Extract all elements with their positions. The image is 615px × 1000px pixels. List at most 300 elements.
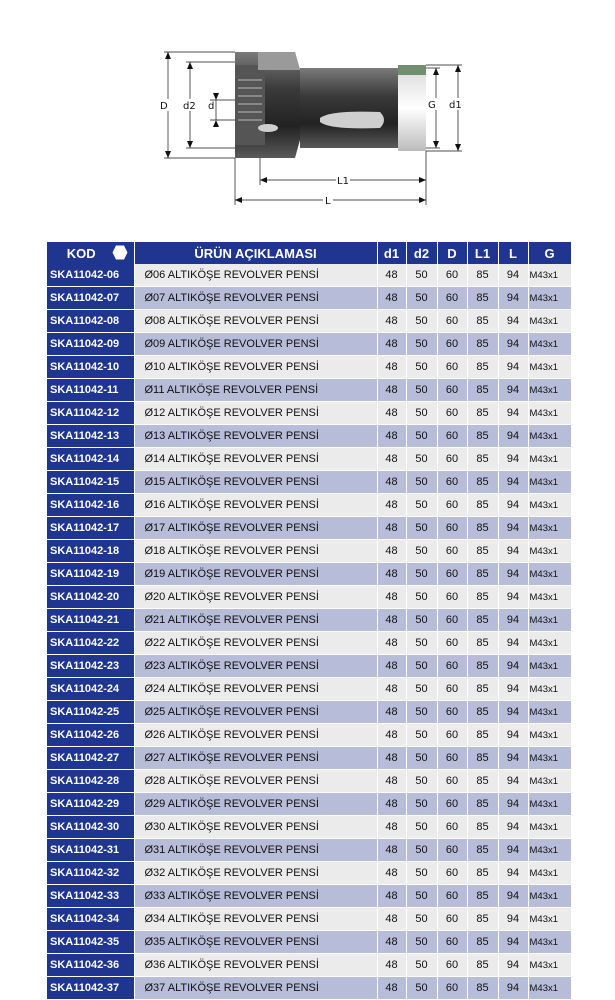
cell-desc: Ø21 ALTIKÖŞE REVOLVER PENSİ bbox=[134, 609, 377, 632]
cell-L: 94 bbox=[498, 632, 528, 655]
cell-d2: 50 bbox=[406, 287, 437, 310]
cell-D: 60 bbox=[437, 448, 467, 471]
cell-L: 94 bbox=[498, 931, 528, 954]
cell-L: 94 bbox=[498, 908, 528, 931]
cell-kod: SKA11042-35 bbox=[47, 931, 134, 954]
cell-D: 60 bbox=[437, 333, 467, 356]
table-row bbox=[47, 816, 571, 839]
cell-d2: 50 bbox=[406, 540, 437, 563]
cell-G: M43x1 bbox=[528, 448, 571, 471]
table-row bbox=[47, 908, 571, 931]
cell-D: 60 bbox=[437, 770, 467, 793]
cell-L: 94 bbox=[498, 586, 528, 609]
cell-L: 94 bbox=[498, 402, 528, 425]
cell-desc: Ø29 ALTIKÖŞE REVOLVER PENSİ bbox=[134, 793, 377, 816]
cell-desc: Ø20 ALTIKÖŞE REVOLVER PENSİ bbox=[134, 586, 377, 609]
cell-d1: 48 bbox=[377, 379, 406, 402]
cell-d1: 48 bbox=[377, 724, 406, 747]
cell-desc: Ø33 ALTIKÖŞE REVOLVER PENSİ bbox=[134, 885, 377, 908]
table-row bbox=[47, 448, 571, 471]
cell-D: 60 bbox=[437, 724, 467, 747]
cell-desc: Ø32 ALTIKÖŞE REVOLVER PENSİ bbox=[134, 862, 377, 885]
cell-desc: Ø30 ALTIKÖŞE REVOLVER PENSİ bbox=[134, 816, 377, 839]
cell-d2: 50 bbox=[406, 816, 437, 839]
cell-kod: SKA11042-23 bbox=[47, 655, 134, 678]
cell-L: 94 bbox=[498, 954, 528, 977]
cell-G: M43x1 bbox=[528, 517, 571, 540]
cell-L: 94 bbox=[498, 747, 528, 770]
cell-d1: 48 bbox=[377, 609, 406, 632]
cell-L1: 85 bbox=[467, 724, 498, 747]
cell-d2: 50 bbox=[406, 425, 437, 448]
cell-desc: Ø14 ALTIKÖŞE REVOLVER PENSİ bbox=[134, 448, 377, 471]
cell-d1: 48 bbox=[377, 310, 406, 333]
cell-d1: 48 bbox=[377, 977, 406, 1000]
cell-L1: 85 bbox=[467, 793, 498, 816]
cell-G: M43x1 bbox=[528, 310, 571, 333]
cell-d1: 48 bbox=[377, 517, 406, 540]
cell-desc: Ø28 ALTIKÖŞE REVOLVER PENSİ bbox=[134, 770, 377, 793]
cell-kod: SKA11042-12 bbox=[47, 402, 134, 425]
table-row bbox=[47, 793, 571, 816]
cell-D: 60 bbox=[437, 908, 467, 931]
cell-d2: 50 bbox=[406, 471, 437, 494]
cell-kod: SKA11042-19 bbox=[47, 563, 134, 586]
cell-desc: Ø17 ALTIKÖŞE REVOLVER PENSİ bbox=[134, 517, 377, 540]
table-row bbox=[47, 264, 571, 287]
cell-L1: 85 bbox=[467, 379, 498, 402]
cell-G: M43x1 bbox=[528, 908, 571, 931]
cell-kod: SKA11042-37 bbox=[47, 977, 134, 1000]
cell-G: M43x1 bbox=[528, 724, 571, 747]
cell-G: M43x1 bbox=[528, 425, 571, 448]
cell-d2: 50 bbox=[406, 747, 437, 770]
cell-D: 60 bbox=[437, 954, 467, 977]
cell-desc: Ø06 ALTIKÖŞE REVOLVER PENSİ bbox=[134, 264, 377, 287]
cell-desc: Ø11 ALTIKÖŞE REVOLVER PENSİ bbox=[134, 379, 377, 402]
table-row bbox=[47, 678, 571, 701]
cell-L: 94 bbox=[498, 287, 528, 310]
cell-L1: 85 bbox=[467, 586, 498, 609]
table-row bbox=[47, 333, 571, 356]
cell-d2: 50 bbox=[406, 586, 437, 609]
cell-L1: 85 bbox=[467, 885, 498, 908]
cell-desc: Ø16 ALTIKÖŞE REVOLVER PENSİ bbox=[134, 494, 377, 517]
header-d1: d1 bbox=[377, 242, 406, 264]
cell-kod: SKA11042-25 bbox=[47, 701, 134, 724]
cell-L: 94 bbox=[498, 770, 528, 793]
cell-d2: 50 bbox=[406, 931, 437, 954]
header-D: D bbox=[437, 242, 467, 264]
cell-L: 94 bbox=[498, 448, 528, 471]
cell-desc: Ø26 ALTIKÖŞE REVOLVER PENSİ bbox=[134, 724, 377, 747]
cell-L1: 85 bbox=[467, 287, 498, 310]
cell-G: M43x1 bbox=[528, 402, 571, 425]
cell-d1: 48 bbox=[377, 862, 406, 885]
cell-d1: 48 bbox=[377, 471, 406, 494]
cell-G: M43x1 bbox=[528, 632, 571, 655]
label-d: d bbox=[208, 101, 215, 112]
cell-d1: 48 bbox=[377, 356, 406, 379]
cell-D: 60 bbox=[437, 701, 467, 724]
table-row bbox=[47, 701, 571, 724]
cell-D: 60 bbox=[437, 862, 467, 885]
cell-G: M43x1 bbox=[528, 977, 571, 1000]
header-L1: L1 bbox=[467, 242, 498, 264]
cell-L: 94 bbox=[498, 724, 528, 747]
cell-L1: 85 bbox=[467, 632, 498, 655]
table-row bbox=[47, 724, 571, 747]
cell-D: 60 bbox=[437, 816, 467, 839]
cell-d1: 48 bbox=[377, 770, 406, 793]
cell-kod: SKA11042-16 bbox=[47, 494, 134, 517]
cell-D: 60 bbox=[437, 540, 467, 563]
cell-d1: 48 bbox=[377, 678, 406, 701]
label-G: G bbox=[428, 100, 436, 111]
cell-desc: Ø18 ALTIKÖŞE REVOLVER PENSİ bbox=[134, 540, 377, 563]
cell-L: 94 bbox=[498, 494, 528, 517]
table-row bbox=[47, 931, 571, 954]
table-row bbox=[47, 402, 571, 425]
cell-L1: 85 bbox=[467, 402, 498, 425]
cell-G: M43x1 bbox=[528, 264, 571, 287]
cell-d1: 48 bbox=[377, 839, 406, 862]
cell-d2: 50 bbox=[406, 310, 437, 333]
cell-d2: 50 bbox=[406, 655, 437, 678]
cell-d2: 50 bbox=[406, 379, 437, 402]
cell-d1: 48 bbox=[377, 425, 406, 448]
cell-desc: Ø35 ALTIKÖŞE REVOLVER PENSİ bbox=[134, 931, 377, 954]
table-row bbox=[47, 494, 571, 517]
cell-G: M43x1 bbox=[528, 701, 571, 724]
header-G: G bbox=[528, 242, 571, 264]
cell-G: M43x1 bbox=[528, 540, 571, 563]
cell-d1: 48 bbox=[377, 586, 406, 609]
cell-D: 60 bbox=[437, 977, 467, 1000]
cell-L: 94 bbox=[498, 517, 528, 540]
cell-desc: Ø19 ALTIKÖŞE REVOLVER PENSİ bbox=[134, 563, 377, 586]
cell-kod: SKA11042-32 bbox=[47, 862, 134, 885]
cell-L: 94 bbox=[498, 793, 528, 816]
table-row bbox=[47, 977, 571, 1000]
cell-d2: 50 bbox=[406, 885, 437, 908]
table-row bbox=[47, 609, 571, 632]
table-body bbox=[47, 264, 571, 1000]
table-row bbox=[47, 770, 571, 793]
cell-D: 60 bbox=[437, 885, 467, 908]
cell-L: 94 bbox=[498, 862, 528, 885]
cell-desc: Ø23 ALTIKÖŞE REVOLVER PENSİ bbox=[134, 655, 377, 678]
cell-kod: SKA11042-36 bbox=[47, 954, 134, 977]
cell-G: M43x1 bbox=[528, 793, 571, 816]
cell-L1: 85 bbox=[467, 471, 498, 494]
cell-d1: 48 bbox=[377, 448, 406, 471]
cell-D: 60 bbox=[437, 402, 467, 425]
table-row bbox=[47, 862, 571, 885]
cell-d2: 50 bbox=[406, 954, 437, 977]
label-D: D bbox=[160, 101, 168, 112]
cell-D: 60 bbox=[437, 356, 467, 379]
cell-kod: SKA11042-08 bbox=[47, 310, 134, 333]
header-kod-label: KOD bbox=[66, 245, 96, 261]
table-row bbox=[47, 632, 571, 655]
cell-d2: 50 bbox=[406, 632, 437, 655]
cell-d1: 48 bbox=[377, 816, 406, 839]
cell-L: 94 bbox=[498, 701, 528, 724]
cell-G: M43x1 bbox=[528, 356, 571, 379]
header-d2: d2 bbox=[406, 242, 437, 264]
cell-d2: 50 bbox=[406, 862, 437, 885]
table-row bbox=[47, 747, 571, 770]
cell-kod: SKA11042-06 bbox=[47, 264, 134, 287]
table-row bbox=[47, 839, 571, 862]
cell-D: 60 bbox=[437, 678, 467, 701]
cell-d2: 50 bbox=[406, 448, 437, 471]
cell-d2: 50 bbox=[406, 563, 437, 586]
cell-kod: SKA11042-33 bbox=[47, 885, 134, 908]
cell-kod: SKA11042-24 bbox=[47, 678, 134, 701]
label-L1: L1 bbox=[337, 176, 349, 187]
table-row bbox=[47, 379, 571, 402]
cell-D: 60 bbox=[437, 517, 467, 540]
cell-L: 94 bbox=[498, 425, 528, 448]
cell-L: 94 bbox=[498, 609, 528, 632]
cell-desc: Ø22 ALTIKÖŞE REVOLVER PENSİ bbox=[134, 632, 377, 655]
cell-d2: 50 bbox=[406, 264, 437, 287]
cell-d1: 48 bbox=[377, 793, 406, 816]
cell-L: 94 bbox=[498, 379, 528, 402]
cell-d2: 50 bbox=[406, 356, 437, 379]
cell-d1: 48 bbox=[377, 954, 406, 977]
cell-desc: Ø12 ALTIKÖŞE REVOLVER PENSİ bbox=[134, 402, 377, 425]
cell-desc: Ø10 ALTIKÖŞE REVOLVER PENSİ bbox=[134, 356, 377, 379]
cell-d2: 50 bbox=[406, 908, 437, 931]
label-d1: d1 bbox=[449, 100, 462, 111]
cell-d1: 48 bbox=[377, 655, 406, 678]
cell-desc: Ø31 ALTIKÖŞE REVOLVER PENSİ bbox=[134, 839, 377, 862]
cell-D: 60 bbox=[437, 655, 467, 678]
table-row bbox=[47, 540, 571, 563]
cell-d1: 48 bbox=[377, 632, 406, 655]
cell-G: M43x1 bbox=[528, 586, 571, 609]
cell-D: 60 bbox=[437, 839, 467, 862]
cell-kod: SKA11042-07 bbox=[47, 287, 134, 310]
cell-d1: 48 bbox=[377, 264, 406, 287]
table-row bbox=[47, 517, 571, 540]
cell-L: 94 bbox=[498, 540, 528, 563]
cell-L1: 85 bbox=[467, 678, 498, 701]
cell-L1: 85 bbox=[467, 310, 498, 333]
cell-L1: 85 bbox=[467, 747, 498, 770]
cell-L: 94 bbox=[498, 839, 528, 862]
table-row bbox=[47, 471, 571, 494]
cell-L1: 85 bbox=[467, 563, 498, 586]
cell-d2: 50 bbox=[406, 770, 437, 793]
cell-d1: 48 bbox=[377, 563, 406, 586]
cell-L1: 85 bbox=[467, 264, 498, 287]
cell-desc: Ø08 ALTIKÖŞE REVOLVER PENSİ bbox=[134, 310, 377, 333]
cell-L1: 85 bbox=[467, 931, 498, 954]
cell-desc: Ø24 ALTIKÖŞE REVOLVER PENSİ bbox=[134, 678, 377, 701]
cell-G: M43x1 bbox=[528, 471, 571, 494]
table-row bbox=[47, 586, 571, 609]
product-spec-table bbox=[47, 242, 572, 1000]
table-row bbox=[47, 885, 571, 908]
cell-L1: 85 bbox=[467, 816, 498, 839]
cell-L: 94 bbox=[498, 885, 528, 908]
cell-d1: 48 bbox=[377, 402, 406, 425]
cell-G: M43x1 bbox=[528, 287, 571, 310]
cell-desc: Ø07 ALTIKÖŞE REVOLVER PENSİ bbox=[134, 287, 377, 310]
cell-G: M43x1 bbox=[528, 747, 571, 770]
cell-d2: 50 bbox=[406, 678, 437, 701]
cell-L1: 85 bbox=[467, 333, 498, 356]
table-row bbox=[47, 655, 571, 678]
cell-d1: 48 bbox=[377, 908, 406, 931]
cell-kod: SKA11042-10 bbox=[47, 356, 134, 379]
collet-body bbox=[235, 52, 426, 158]
cell-d2: 50 bbox=[406, 333, 437, 356]
cell-kod: SKA11042-13 bbox=[47, 425, 134, 448]
cell-L1: 85 bbox=[467, 770, 498, 793]
cell-G: M43x1 bbox=[528, 655, 571, 678]
cell-G: M43x1 bbox=[528, 333, 571, 356]
cell-kod: SKA11042-21 bbox=[47, 609, 134, 632]
cell-L1: 85 bbox=[467, 425, 498, 448]
cell-desc: Ø37 ALTIKÖŞE REVOLVER PENSİ bbox=[134, 977, 377, 1000]
cell-d2: 50 bbox=[406, 793, 437, 816]
cell-G: M43x1 bbox=[528, 954, 571, 977]
cell-D: 60 bbox=[437, 793, 467, 816]
cell-L: 94 bbox=[498, 333, 528, 356]
cell-kod: SKA11042-17 bbox=[47, 517, 134, 540]
cell-L: 94 bbox=[498, 977, 528, 1000]
cell-desc: Ø34 ALTIKÖŞE REVOLVER PENSİ bbox=[134, 908, 377, 931]
cell-d1: 48 bbox=[377, 287, 406, 310]
cell-d1: 48 bbox=[377, 885, 406, 908]
table-row bbox=[47, 310, 571, 333]
cell-D: 60 bbox=[437, 379, 467, 402]
cell-G: M43x1 bbox=[528, 494, 571, 517]
header-desc: ÜRÜN AÇIKLAMASI bbox=[134, 242, 377, 264]
cell-L1: 85 bbox=[467, 540, 498, 563]
cell-d2: 50 bbox=[406, 724, 437, 747]
cell-desc: Ø09 ALTIKÖŞE REVOLVER PENSİ bbox=[134, 333, 377, 356]
cell-L1: 85 bbox=[467, 356, 498, 379]
cell-L: 94 bbox=[498, 655, 528, 678]
cell-kod: SKA11042-28 bbox=[47, 770, 134, 793]
cell-D: 60 bbox=[437, 563, 467, 586]
table-row bbox=[47, 287, 571, 310]
cell-L: 94 bbox=[498, 563, 528, 586]
cell-L: 94 bbox=[498, 356, 528, 379]
cell-L: 94 bbox=[498, 678, 528, 701]
cell-d2: 50 bbox=[406, 977, 437, 1000]
cell-d1: 48 bbox=[377, 540, 406, 563]
table-header-row bbox=[47, 242, 571, 264]
cell-kod: SKA11042-27 bbox=[47, 747, 134, 770]
cell-D: 60 bbox=[437, 425, 467, 448]
header-kod bbox=[47, 242, 134, 264]
cell-L1: 85 bbox=[467, 977, 498, 1000]
cell-d2: 50 bbox=[406, 609, 437, 632]
cell-kod: SKA11042-20 bbox=[47, 586, 134, 609]
cell-d1: 48 bbox=[377, 747, 406, 770]
cell-L1: 85 bbox=[467, 448, 498, 471]
cell-L1: 85 bbox=[467, 701, 498, 724]
cell-L1: 85 bbox=[467, 839, 498, 862]
cell-kod: SKA11042-11 bbox=[47, 379, 134, 402]
cell-D: 60 bbox=[437, 586, 467, 609]
cell-d2: 50 bbox=[406, 494, 437, 517]
header-L: L bbox=[498, 242, 528, 264]
cell-D: 60 bbox=[437, 609, 467, 632]
cell-kod: SKA11042-14 bbox=[47, 448, 134, 471]
cell-desc: Ø25 ALTIKÖŞE REVOLVER PENSİ bbox=[134, 701, 377, 724]
cell-G: M43x1 bbox=[528, 609, 571, 632]
cell-G: M43x1 bbox=[528, 931, 571, 954]
table-row bbox=[47, 563, 571, 586]
label-L: L bbox=[325, 196, 331, 207]
cell-kod: SKA11042-29 bbox=[47, 793, 134, 816]
cell-desc: Ø13 ALTIKÖŞE REVOLVER PENSİ bbox=[134, 425, 377, 448]
cell-L1: 85 bbox=[467, 954, 498, 977]
cell-D: 60 bbox=[437, 264, 467, 287]
cell-d2: 50 bbox=[406, 839, 437, 862]
cell-G: M43x1 bbox=[528, 678, 571, 701]
cell-G: M43x1 bbox=[528, 563, 571, 586]
cell-L1: 85 bbox=[467, 517, 498, 540]
cell-d2: 50 bbox=[406, 402, 437, 425]
cell-d1: 48 bbox=[377, 701, 406, 724]
cell-G: M43x1 bbox=[528, 885, 571, 908]
cell-d1: 48 bbox=[377, 931, 406, 954]
cell-D: 60 bbox=[437, 494, 467, 517]
cell-D: 60 bbox=[437, 632, 467, 655]
cell-kod: SKA11042-34 bbox=[47, 908, 134, 931]
cell-desc: Ø27 ALTIKÖŞE REVOLVER PENSİ bbox=[134, 747, 377, 770]
cell-L1: 85 bbox=[467, 908, 498, 931]
cell-kod: SKA11042-30 bbox=[47, 816, 134, 839]
table-row bbox=[47, 356, 571, 379]
table-row bbox=[47, 425, 571, 448]
cell-d2: 50 bbox=[406, 701, 437, 724]
cell-L1: 85 bbox=[467, 862, 498, 885]
cell-L1: 85 bbox=[467, 494, 498, 517]
collet-technical-drawing bbox=[140, 40, 480, 215]
cell-G: M43x1 bbox=[528, 862, 571, 885]
cell-kod: SKA11042-18 bbox=[47, 540, 134, 563]
cell-G: M43x1 bbox=[528, 770, 571, 793]
cell-kod: SKA11042-09 bbox=[47, 333, 134, 356]
table-row bbox=[47, 954, 571, 977]
cell-kod: SKA11042-22 bbox=[47, 632, 134, 655]
cell-desc: Ø36 ALTIKÖŞE REVOLVER PENSİ bbox=[134, 954, 377, 977]
cell-G: M43x1 bbox=[528, 839, 571, 862]
cell-d1: 48 bbox=[377, 333, 406, 356]
cell-desc: Ø15 ALTIKÖŞE REVOLVER PENSİ bbox=[134, 471, 377, 494]
cell-G: M43x1 bbox=[528, 379, 571, 402]
cell-d1: 48 bbox=[377, 494, 406, 517]
cell-L: 94 bbox=[498, 310, 528, 333]
cell-D: 60 bbox=[437, 931, 467, 954]
cell-G: M43x1 bbox=[528, 816, 571, 839]
cell-D: 60 bbox=[437, 747, 467, 770]
cell-kod: SKA11042-26 bbox=[47, 724, 134, 747]
cell-L1: 85 bbox=[467, 609, 498, 632]
cell-d2: 50 bbox=[406, 517, 437, 540]
cell-kod: SKA11042-15 bbox=[47, 471, 134, 494]
